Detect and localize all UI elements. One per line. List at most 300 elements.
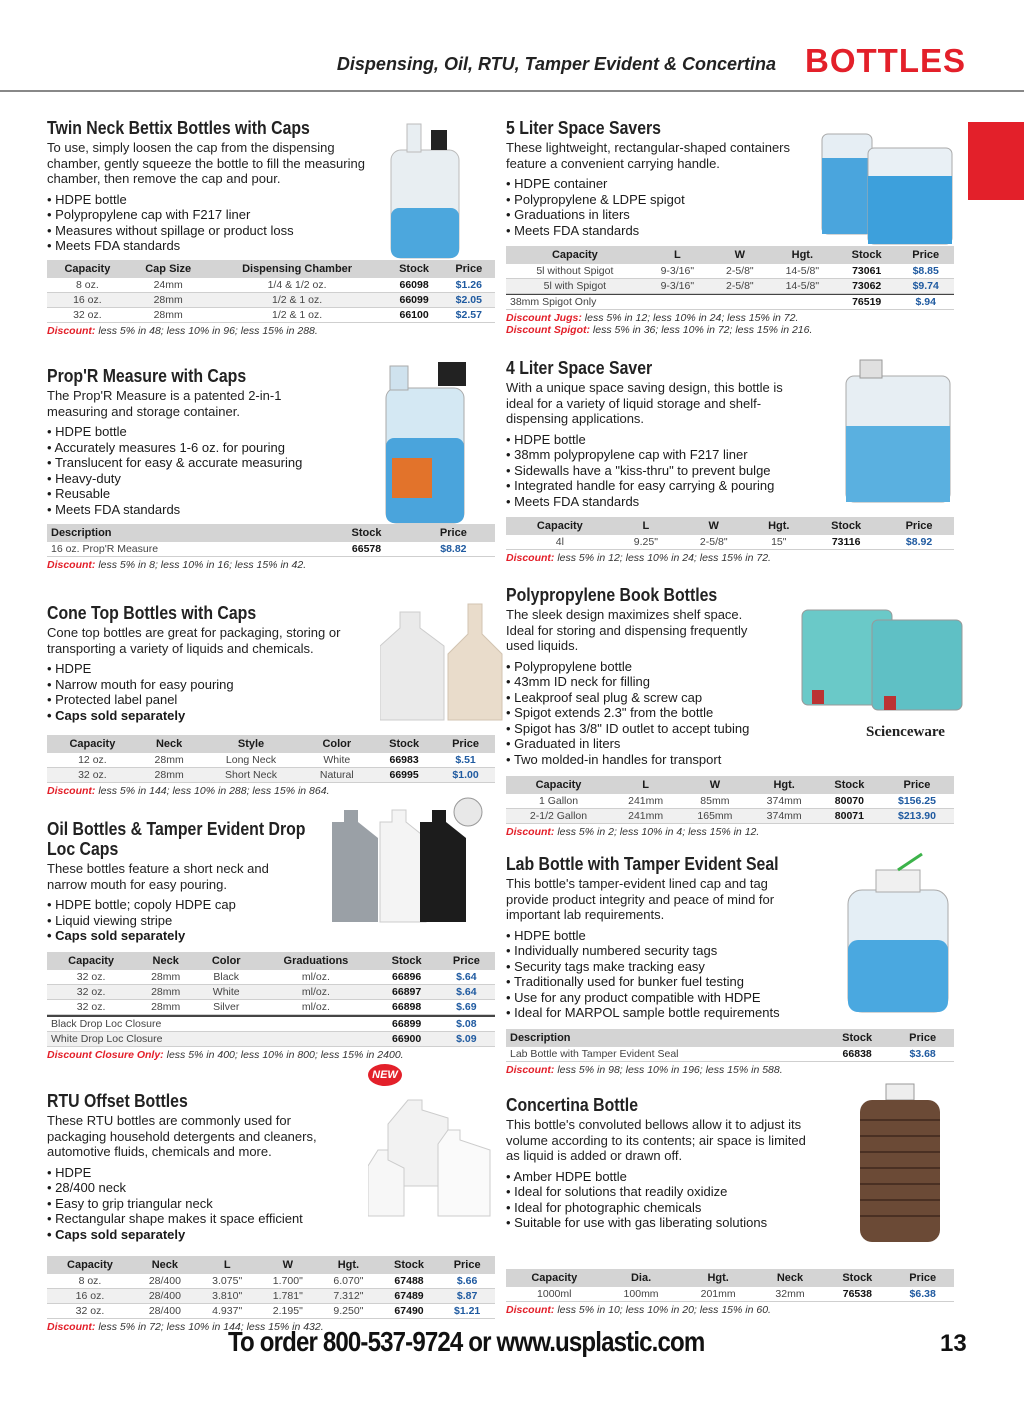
table-header-row xyxy=(506,1029,954,1047)
section-desc: To use, simply loosen the cap from the dispensing chamber, gently squeeze the bottle to fill the measuring chamber, then remove the cap and pour. xyxy=(47,140,365,186)
discount-note: Discount: less 5% in 98; less 10% in 196; less 15% in 588. xyxy=(506,1064,783,1077)
header-title: BOTTLES xyxy=(805,42,966,79)
bullet-item-bold: • Caps sold separately xyxy=(47,1227,495,1243)
table-cell: 38mm Spigot Only xyxy=(506,295,836,310)
table-cell: Lab Bottle with Tamper Evident Seal xyxy=(506,1047,823,1062)
bullet-item: • Easy to grip triangular neck xyxy=(47,1196,495,1212)
four-liter-image xyxy=(840,356,955,506)
table-header-cell: Price xyxy=(438,952,495,970)
table-header-row xyxy=(47,1256,495,1274)
table-cell: $2.57 xyxy=(443,307,495,322)
section-title: Twin Neck Bettix Bottles with Caps xyxy=(47,118,310,138)
section-desc: These bottles feature a short neck and narrow mouth for easy pouring. xyxy=(47,861,269,892)
table-cell: 2-5/8" xyxy=(678,535,749,550)
table-row xyxy=(47,307,495,322)
oil-bottles-image xyxy=(328,792,503,927)
table-cell: 1.700" xyxy=(258,1274,319,1289)
page-number: 13 xyxy=(940,1330,967,1357)
table-cell: 66899 xyxy=(376,1016,438,1032)
table-header-cell: Price xyxy=(891,1269,954,1287)
table-cell: 80070 xyxy=(819,794,880,809)
table-cell: 1 Gallon xyxy=(506,794,611,809)
page-header xyxy=(0,40,1024,90)
cone-top-bottles-image xyxy=(380,592,520,722)
product-table xyxy=(47,1256,495,1319)
section-desc: The Prop'R Measure is a patented 2-in-1 measuring and storage container. xyxy=(47,388,282,419)
table-header-cell: Neck xyxy=(757,1269,824,1287)
product-table xyxy=(47,524,495,557)
rtu-bottles-image xyxy=(368,1090,498,1220)
table-cell: 73116 xyxy=(808,535,884,550)
discount-note: Discount: less 5% in 12; less 10% in 24; less 15% in 72. xyxy=(506,552,771,565)
table-cell: 32 oz. xyxy=(47,1304,133,1319)
table-row xyxy=(47,278,495,293)
table-cell: $.09 xyxy=(438,1031,495,1046)
table-cell: 66098 xyxy=(386,278,443,293)
bullet-item: • Use for any product compatible with HDPE xyxy=(506,990,954,1006)
discount-note: Discount: less 5% in 48; less 10% in 96; less 15% in 288. xyxy=(47,324,318,337)
discount-note: Discount Closure Only: less 5% in 400; less 10% in 800; less 15% in 2400. xyxy=(47,1048,404,1061)
table-row xyxy=(506,808,954,823)
table-cell: 16 oz. xyxy=(47,1289,133,1304)
table-header-cell: Dia. xyxy=(603,1269,680,1287)
header-rule xyxy=(0,90,1024,92)
table-cell: 76538 xyxy=(823,1287,891,1302)
bullet-item: • Polypropylene bottle xyxy=(506,659,954,675)
table-cell: 66578 xyxy=(321,542,412,557)
bullet-item: • HDPE bottle xyxy=(506,432,954,448)
table-cell: ml/oz. xyxy=(256,999,375,1014)
table-cell: 28mm xyxy=(135,984,196,999)
table-cell: 8 oz. xyxy=(47,278,128,293)
table-cell: $.64 xyxy=(438,970,495,985)
propr-measure-image xyxy=(378,358,473,528)
table-cell: 66838 xyxy=(823,1047,891,1062)
table-cell: 14-5/8" xyxy=(769,279,836,294)
table-cell: 3.810" xyxy=(197,1289,258,1304)
table-header-cell: Capacity xyxy=(47,735,138,753)
table-header-row xyxy=(47,735,495,753)
bullet-item: • Spigot extends 2.3" from the bottle xyxy=(506,705,954,721)
table-header-cell: Graduations xyxy=(256,952,375,970)
bullet-item: • Narrow mouth for easy pouring xyxy=(47,677,495,693)
table-header-cell: Cap Size xyxy=(128,260,209,278)
table-header-row xyxy=(506,776,954,794)
bullet-item: • Translucent for easy & accurate measuring xyxy=(47,455,495,471)
table-cell: $1.26 xyxy=(443,278,495,293)
table-cell: White xyxy=(302,753,373,768)
bullet-item: • Spigot has 3/8" ID outlet to accept tubing xyxy=(506,721,954,737)
bullet-item: • Measures without spillage or product loss xyxy=(47,223,495,239)
table-cell: ml/oz. xyxy=(256,984,375,999)
bullet-item: • Ideal for MARPOL sample bottle requirements xyxy=(506,1005,954,1021)
section-title: Concertina Bottle xyxy=(506,1095,639,1115)
concertina-bottle-image xyxy=(850,1080,950,1245)
bullet-item: • Polypropylene & LDPE spigot xyxy=(506,192,954,208)
table-header-cell: Capacity xyxy=(506,776,611,794)
table-header-cell: Color xyxy=(302,735,373,753)
table-cell: 76519 xyxy=(836,295,897,310)
table-header-cell: Stock xyxy=(379,1256,440,1274)
table-cell: $.87 xyxy=(439,1289,495,1304)
bullet-item: • HDPE bottle xyxy=(47,192,495,208)
table-cell: 28mm xyxy=(135,970,196,985)
table-cell: 66897 xyxy=(376,984,438,999)
table-cell: $6.38 xyxy=(891,1287,954,1302)
table-cell: 9-3/16" xyxy=(644,264,711,279)
table-cell: 67488 xyxy=(379,1274,440,1289)
bullet-item: • HDPE bottle xyxy=(506,928,954,944)
bullet-item: • Graduated in liters xyxy=(506,736,954,752)
table-cell: 28/400 xyxy=(133,1289,197,1304)
table-header-cell: Hgt. xyxy=(749,517,808,535)
table-cell: 14-5/8" xyxy=(769,264,836,279)
table-header-cell: W xyxy=(680,776,749,794)
five-liter-image xyxy=(812,118,962,248)
table-header-cell: Stock xyxy=(808,517,884,535)
table-cell: 1/2 & 1 oz. xyxy=(209,307,386,322)
section-title: 4 Liter Space Saver xyxy=(506,358,653,378)
table-cell: $8.92 xyxy=(884,535,954,550)
table-cell: $1.00 xyxy=(436,768,495,783)
table-header-row xyxy=(506,1269,954,1287)
table-cell: $2.05 xyxy=(443,292,495,307)
table-cell: 66995 xyxy=(372,768,436,783)
bullet-item: • Protected label panel xyxy=(47,692,495,708)
product-table xyxy=(506,1029,954,1062)
table-row xyxy=(506,1287,954,1302)
bullet-item: • Meets FDA standards xyxy=(506,223,954,239)
table-cell: White xyxy=(196,984,256,999)
table-cell: 66099 xyxy=(386,292,443,307)
table-cell: $1.21 xyxy=(439,1304,495,1319)
table-header-cell: Neck xyxy=(138,735,201,753)
table-header-cell: Stock xyxy=(823,1029,891,1047)
section-desc: Cone top bottles are great for packaging, storing or transporting a variety of liquids and chemicals. xyxy=(47,625,341,656)
bullet-item: • HDPE xyxy=(47,1165,495,1181)
table-header-row xyxy=(47,952,495,970)
table-header-cell: Price xyxy=(891,1029,954,1047)
table-cell: 28mm xyxy=(138,753,201,768)
table-header-cell: Hgt. xyxy=(318,1256,379,1274)
bullet-item: • Integrated handle for easy carrying & pouring xyxy=(506,478,954,494)
table-cell: 5l with Spigot xyxy=(506,279,644,294)
table-cell: 28mm xyxy=(138,768,201,783)
table-cell: 73061 xyxy=(836,264,897,279)
table-header-cell: Price xyxy=(443,260,495,278)
table-cell: 32 oz. xyxy=(47,768,138,783)
table-cell: 2-5/8" xyxy=(711,279,769,294)
table-header-row xyxy=(506,246,954,264)
table-cell: 201mm xyxy=(680,1287,757,1302)
table-row xyxy=(47,1289,495,1304)
table-cell: Short Neck xyxy=(200,768,301,783)
discount-note: Discount: less 5% in 144; less 10% in 288; less 15% in 864. xyxy=(47,785,330,798)
table-cell: 374mm xyxy=(750,794,819,809)
bullet-item: • Meets FDA standards xyxy=(47,502,495,518)
table-header-cell: Stock xyxy=(372,735,436,753)
table-cell: 66100 xyxy=(386,307,443,322)
discount-note: Discount: less 5% in 72; less 10% in 144; less 15% in 432. xyxy=(47,1321,324,1334)
section-title: Cone Top Bottles with Caps xyxy=(47,603,257,623)
new-badge: NEW xyxy=(368,1064,402,1086)
product-table xyxy=(506,246,954,310)
table-cell: 28mm xyxy=(128,292,209,307)
table-cell: 67490 xyxy=(379,1304,440,1319)
table-cell: 2.195" xyxy=(258,1304,319,1319)
table-cell: $.08 xyxy=(438,1016,495,1032)
bullet-item: • Rectangular shape makes it space efficient xyxy=(47,1211,495,1227)
table-row xyxy=(47,970,495,985)
section-title: Prop'R Measure with Caps xyxy=(47,366,247,386)
table-cell: Long Neck xyxy=(200,753,301,768)
bullet-item: • Suitable for use with gas liberating solutions xyxy=(506,1215,954,1231)
bullet-item: • Graduations in liters xyxy=(506,207,954,223)
table-header-cell: Capacity xyxy=(506,517,614,535)
section-desc: The sleek design maximizes shelf space. Ideal for storing and dispensing frequently used liquids. xyxy=(506,607,748,653)
table-cell: 66898 xyxy=(376,999,438,1014)
table-header-cell: Stock xyxy=(386,260,443,278)
table-header-cell: W xyxy=(258,1256,319,1274)
table-cell: $156.25 xyxy=(880,794,954,809)
table-header-cell: Stock xyxy=(819,776,880,794)
table-cell: 85mm xyxy=(680,794,749,809)
table-cell: 1/2 & 1 oz. xyxy=(209,292,386,307)
table-cell: 8 oz. xyxy=(47,1274,133,1289)
twin-neck-bottle-image xyxy=(385,120,465,260)
bullet-item: • HDPE bottle xyxy=(47,424,495,440)
section-title: Lab Bottle with Tamper Evident Seal xyxy=(506,854,779,874)
table-cell: 15" xyxy=(749,535,808,550)
table-cell: $8.82 xyxy=(412,542,495,557)
table-row xyxy=(506,279,954,294)
table-header-cell: Neck xyxy=(135,952,196,970)
table-cell: 32 oz. xyxy=(47,999,135,1014)
table-cell: 32 oz. xyxy=(47,970,135,985)
bullet-item: • Reusable xyxy=(47,486,495,502)
table-cell: $.66 xyxy=(439,1274,495,1289)
table-row xyxy=(47,1016,495,1032)
table-cell: $3.68 xyxy=(891,1047,954,1062)
table-row xyxy=(506,794,954,809)
table-cell: $213.90 xyxy=(880,808,954,823)
table-cell: $8.85 xyxy=(897,264,954,279)
table-header-cell: Hgt. xyxy=(769,246,836,264)
product-table xyxy=(47,260,495,323)
table-header-cell: Price xyxy=(439,1256,495,1274)
section-title: 5 Liter Space Savers xyxy=(506,118,661,138)
table-cell: 2-5/8" xyxy=(711,264,769,279)
table-header-cell: L xyxy=(197,1256,258,1274)
table-row xyxy=(506,264,954,279)
table-cell: White Drop Loc Closure xyxy=(47,1031,376,1046)
product-table xyxy=(506,517,954,550)
table-header-cell: L xyxy=(614,517,678,535)
bullet-item: • 43mm ID neck for filling xyxy=(506,674,954,690)
table-cell: 6.070" xyxy=(318,1274,379,1289)
bullet-item: • Accurately measures 1-6 oz. for pouring xyxy=(47,440,495,456)
table-header-row xyxy=(506,517,954,535)
table-header-cell: Description xyxy=(506,1029,823,1047)
section-title: RTU Offset Bottles xyxy=(47,1091,188,1111)
lab-bottle-image xyxy=(842,850,957,1015)
table-header-cell: Price xyxy=(880,776,954,794)
bullet-item: • Meets FDA standards xyxy=(47,238,495,254)
product-table xyxy=(47,952,495,1047)
bullet-item: • Polypropylene cap with F217 liner xyxy=(47,207,495,223)
table-row xyxy=(47,999,495,1014)
table-cell: 28/400 xyxy=(133,1304,197,1319)
table-cell: 1000ml xyxy=(506,1287,603,1302)
table-row xyxy=(506,1047,954,1062)
bullet-item: • HDPE container xyxy=(506,176,954,192)
table-cell: 32mm xyxy=(757,1287,824,1302)
section-desc: These RTU bottles are commonly used for packaging household detergents and cleaners, automotive fluids, chemicals and more. xyxy=(47,1113,317,1159)
header-subtitle: Dispensing, Oil, RTU, Tamper Evident & Concertina xyxy=(336,54,776,74)
section-desc: This bottle's convoluted bellows allow it to adjust its volume according to its contents; air space is limited as liquid is added or drawn off. xyxy=(506,1117,806,1163)
table-cell: Black Drop Loc Closure xyxy=(47,1016,376,1032)
table-cell: 32 oz. xyxy=(47,984,135,999)
table-cell: 4.937" xyxy=(197,1304,258,1319)
table-row xyxy=(47,542,495,557)
table-cell: 374mm xyxy=(750,808,819,823)
table-cell: 80071 xyxy=(819,808,880,823)
table-cell: 66896 xyxy=(376,970,438,985)
table-cell: ml/oz. xyxy=(256,970,375,985)
table-cell: 5l without Spigot xyxy=(506,264,644,279)
table-row xyxy=(506,295,954,310)
table-row xyxy=(47,292,495,307)
section-title: Polypropylene Book Bottles xyxy=(506,585,718,605)
table-cell: 1.781" xyxy=(258,1289,319,1304)
section-desc: These lightweight, rectangular-shaped containers feature a convenient carrying handle. xyxy=(506,140,791,171)
table-cell: 1/4 & 1/2 oz. xyxy=(209,278,386,293)
table-header-cell: Capacity xyxy=(506,246,644,264)
section-desc: With a unique space saving design, this bottle is ideal for a variety of liquid storage and shelf-dispensing applications. xyxy=(506,380,783,426)
table-cell: $.51 xyxy=(436,753,495,768)
table-header-cell: Dispensing Chamber xyxy=(209,260,386,278)
table-header-cell: Color xyxy=(196,952,256,970)
table-row xyxy=(47,1304,495,1319)
table-header-cell: Price xyxy=(412,524,495,542)
bullet-item: • Security tags make tracking easy xyxy=(506,959,954,975)
bullet-item: • Meets FDA standards xyxy=(506,494,954,510)
table-header-cell: W xyxy=(678,517,749,535)
table-cell: 28/400 xyxy=(133,1274,197,1289)
product-table xyxy=(506,776,954,824)
table-header-cell: Stock xyxy=(823,1269,891,1287)
discount-note: Discount Jugs: less 5% in 12; less 10% in 24; less 15% in 72. Discount Spigot: less 5% in 36; less 10% in 72; less 15% in 216. xyxy=(506,312,813,337)
table-cell: Black xyxy=(196,970,256,985)
bullet-item: • Two molded-in handles for transport xyxy=(506,752,954,768)
bullet-item: • HDPE xyxy=(47,661,495,677)
product-table xyxy=(47,735,495,783)
table-header-cell: Description xyxy=(47,524,321,542)
bullet-item-bold: • Caps sold separately xyxy=(47,928,495,944)
table-cell: 4l xyxy=(506,535,614,550)
table-cell: 165mm xyxy=(680,808,749,823)
table-header-cell: Price xyxy=(884,517,954,535)
table-header-cell: L xyxy=(644,246,711,264)
table-cell: $.94 xyxy=(897,295,954,310)
table-header-cell: Stock xyxy=(836,246,897,264)
book-bottles-image xyxy=(792,600,967,720)
table-row xyxy=(47,1031,495,1046)
table-cell: 28mm xyxy=(135,999,196,1014)
discount-note: Discount: less 5% in 2; less 10% in 4; less 15% in 12. xyxy=(506,825,760,838)
table-cell: Natural xyxy=(302,768,373,783)
table-header-cell: Style xyxy=(200,735,301,753)
table-cell: 32 oz. xyxy=(47,307,128,322)
table-cell: 67489 xyxy=(379,1289,440,1304)
table-header-cell: Capacity xyxy=(47,1256,133,1274)
table-cell: 28mm xyxy=(128,307,209,322)
bullet-item: • Individually numbered security tags xyxy=(506,943,954,959)
table-header-cell: W xyxy=(711,246,769,264)
table-cell: 12 oz. xyxy=(47,753,138,768)
table-cell: 66983 xyxy=(372,753,436,768)
table-row xyxy=(47,984,495,999)
table-cell: 3.075" xyxy=(197,1274,258,1289)
table-cell: $9.74 xyxy=(897,279,954,294)
table-row xyxy=(47,1274,495,1289)
table-header-cell: Hgt. xyxy=(680,1269,757,1287)
table-cell: 16 oz. Prop'R Measure xyxy=(47,542,321,557)
table-cell: Silver xyxy=(196,999,256,1014)
table-header-cell: Price xyxy=(436,735,495,753)
table-header-cell: Stock xyxy=(321,524,412,542)
bullet-item: • Traditionally used for bunker fuel testing xyxy=(506,974,954,990)
bullet-item: • Heavy-duty xyxy=(47,471,495,487)
table-cell: 241mm xyxy=(611,808,680,823)
table-cell: 73062 xyxy=(836,279,897,294)
table-cell: 16 oz. xyxy=(47,292,128,307)
table-cell: 66900 xyxy=(376,1031,438,1046)
table-cell: 241mm xyxy=(611,794,680,809)
table-cell: 2-1/2 Gallon xyxy=(506,808,611,823)
bullet-item: • Ideal for solutions that readily oxidize xyxy=(506,1184,954,1200)
order-footer: To order 800-537-9724 or www.usplastic.com xyxy=(228,1326,705,1357)
table-header-cell: Stock xyxy=(376,952,438,970)
bullet-item: • HDPE bottle; copoly HDPE cap xyxy=(47,897,495,913)
section-desc: This bottle's tamper-evident lined cap and tag provide product integrity and peace of mind for important lab requirements. xyxy=(506,876,775,922)
section-tab xyxy=(968,122,1024,200)
table-cell: $.64 xyxy=(438,984,495,999)
table-header-cell: Hgt. xyxy=(750,776,819,794)
section-title: Oil Bottles & Tamper Evident Drop Loc Caps xyxy=(47,819,306,859)
bullet-item: • 38mm polypropylene cap with F217 liner xyxy=(506,447,954,463)
bullet-item: • 28/400 neck xyxy=(47,1180,495,1196)
table-header-cell: Capacity xyxy=(47,952,135,970)
product-table xyxy=(506,1269,954,1302)
table-header-cell: Neck xyxy=(133,1256,197,1274)
table-header-cell: L xyxy=(611,776,680,794)
table-row xyxy=(506,535,954,550)
bullet-item-bold: • Caps sold separately xyxy=(47,708,495,724)
table-header-cell: Capacity xyxy=(47,260,128,278)
table-row xyxy=(47,768,495,783)
table-cell: 24mm xyxy=(128,278,209,293)
table-row xyxy=(47,753,495,768)
discount-note: Discount: less 5% in 8; less 10% in 16; less 15% in 42. xyxy=(47,558,307,571)
table-cell: 7.312" xyxy=(318,1289,379,1304)
bullet-item: • Amber HDPE bottle xyxy=(506,1169,954,1185)
table-cell: 100mm xyxy=(603,1287,680,1302)
table-cell: 9.250" xyxy=(318,1304,379,1319)
table-header-row xyxy=(47,260,495,278)
table-cell: 9-3/16" xyxy=(644,279,711,294)
bullet-item: • Liquid viewing stripe xyxy=(47,913,495,929)
